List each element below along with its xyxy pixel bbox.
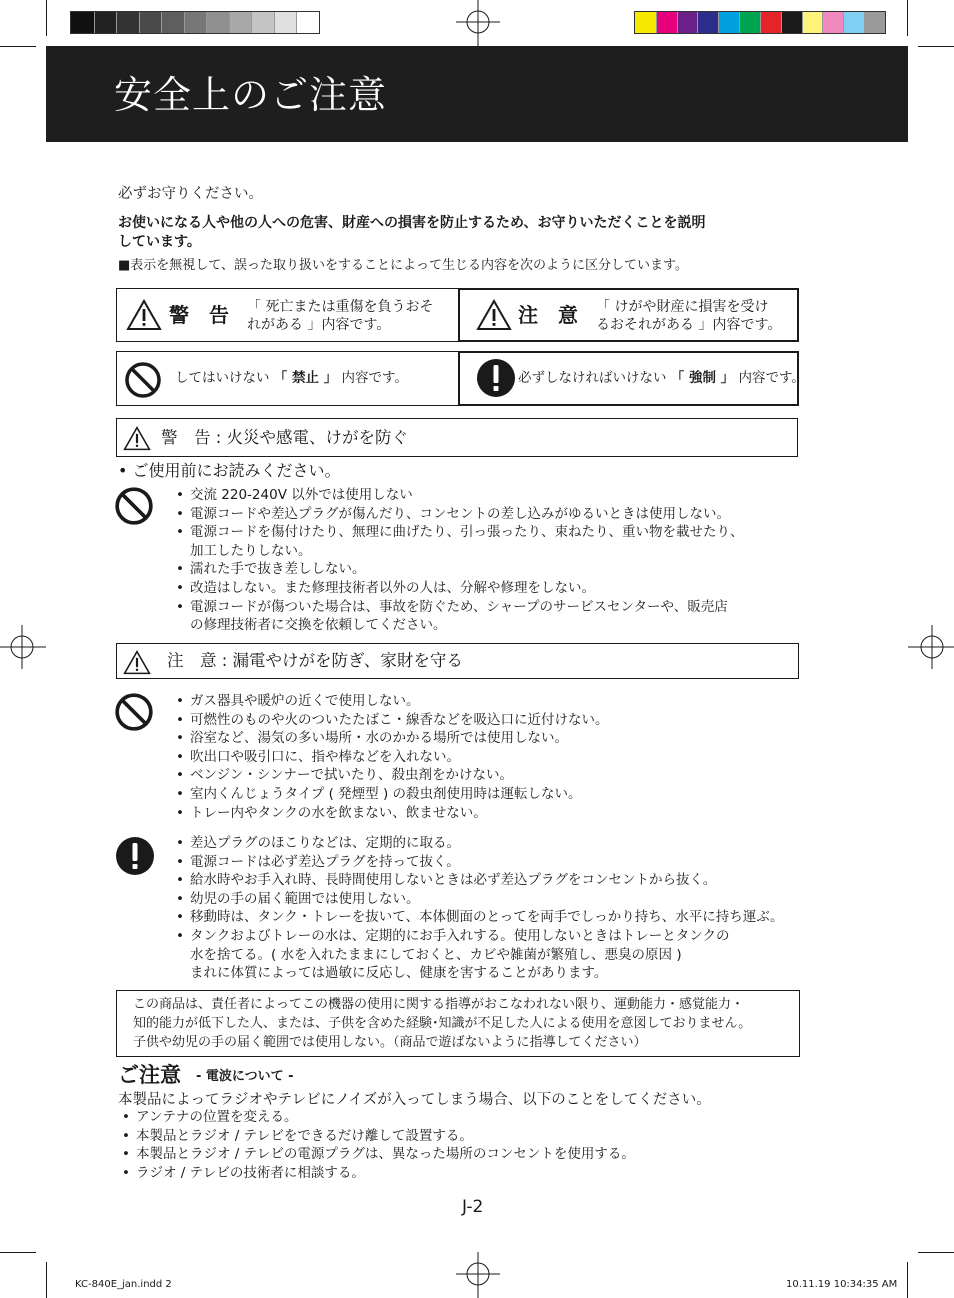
list-item: • タンクおよびトレーの水は、定期的にお手入れする。使用しないときはトレーとタンクの (176, 927, 783, 946)
list-item: • ベンジン・シンナーで拭いたり、殺虫剤をかけない。 (176, 766, 609, 785)
list-item: • 電源コードを傷付けたり、無理に曲げたり、引っ張ったり、束ねたり、重い物を載せたり、 (176, 523, 744, 542)
list-item: • 浴室など、湯気の多い場所・水のかかる場所では使用しない。 (176, 729, 609, 748)
list-item: • 給水時やお手入れ時、長時間使用しないときは必ず差込プラグをコンセントから抜く。 (176, 871, 783, 890)
warning-subheading: • ご使用前にお読みください。 (118, 461, 341, 480)
list-item: • トレー内やタンクの水を飲まない、飲ませない。 (176, 804, 609, 823)
list-item: • ラジオ / テレビの技術者に相談する。 (122, 1164, 635, 1183)
title-banner (46, 46, 908, 142)
caution-prohibited-list (176, 692, 609, 822)
list-item-continuation: 加工したりしない。 (190, 542, 312, 559)
list-item: • 移動時は、タンク・トレーを抜いて、本体側面のとってを両手でしっかり持ち、水平に持ち運ぶ。 (176, 908, 783, 927)
notice-line-2: 知的能力が低下した人、または、子供を含めた経験･知識が不足した人による使用を意図しておりません。 (133, 1016, 752, 1031)
process-color-bar (634, 11, 886, 34)
footer-timestamp: 10.11.19 10:34:35 AM (786, 1279, 898, 1290)
legend-mandatory-box (458, 351, 805, 406)
warning-triangle-icon (123, 426, 151, 451)
color-swatch (116, 12, 139, 33)
caution-section-heading: 注 意 : 漏電やけがを防ぎ、家財を守る (167, 651, 463, 670)
color-swatch (229, 12, 252, 33)
list-item: • 電源コードが傷ついた場合は、事故を防ぐため、シャープのサービスセンターや、販売店 (176, 598, 744, 617)
legend-mandatory-text (518, 369, 805, 387)
intro-line-2a: お使いになる人や他の人への危害、財産への損害を防止するため、お守りいただくことを説明 (118, 215, 706, 231)
list-item-continuation: まれに体質によっては過敏に反応し、健康を害することがあります。 (190, 965, 608, 982)
color-swatch (781, 12, 802, 33)
caution-section-header (116, 643, 799, 679)
warning-item-list (176, 486, 744, 635)
list-item: • 電源コードや差込プラグが傷んだり、コンセントの差し込みがゆるいときは使用しない。 (176, 505, 744, 524)
color-swatch (718, 12, 739, 33)
registration-target-top (456, 0, 500, 46)
list-item: • 交流 220-240V 以外では使用しない (176, 486, 744, 505)
list-item-continuation: 水を捨てる。( 水を入れたままにしておくと、カビや雑菌が繁殖し、悪臭の原因 ) (190, 946, 682, 963)
legend-prohibited-bold: 「 禁止 」 (273, 370, 338, 386)
list-item: • 本製品とラジオ / テレビをできるだけ離して設置する。 (122, 1127, 635, 1146)
warning-section-heading: 警 告 : 火災や感電、けがを防ぐ (161, 428, 409, 447)
registration-target-left (0, 625, 46, 669)
list-item-continuation: の修理技術者に交換を依頼してください。 (190, 617, 447, 634)
caution-triangle-icon (123, 650, 151, 675)
color-swatch (274, 12, 297, 33)
list-item: • 室内くんじょうタイプ ( 発煙型 ) の殺虫剤使用時は運転しない。 (176, 785, 609, 804)
mandatory-exclamation-icon (476, 358, 516, 398)
color-swatch (697, 12, 718, 33)
warning-triangle-icon (126, 299, 162, 331)
color-swatch (161, 12, 184, 33)
intro-line-3: ■表示を無視して、誤った取り扱いをすることによって生じる内容を次のように区分しています。 (118, 258, 688, 273)
color-swatch (864, 12, 885, 33)
intro-line-1: 必ずお守りください。 (118, 186, 263, 202)
list-item: • 濡れた手で抜き差ししない。 (176, 560, 744, 579)
notice-line-3: 子供や幼児の手の届く範囲では使用しない。（商品で遊ばないように指導してください） (133, 1035, 647, 1050)
radio-notice-list (122, 1108, 635, 1182)
notice-box (116, 990, 800, 1057)
list-item: • 可燃性のものや火のついたたばこ・線香などを吸込口に近付けない。 (176, 711, 609, 730)
color-swatch (635, 12, 656, 33)
color-swatch (739, 12, 760, 33)
legend-caution-desc-2: るおそれがある 」内容です。 (596, 317, 782, 333)
color-swatch (677, 12, 698, 33)
color-swatch (94, 12, 117, 33)
prohibited-icon (114, 486, 154, 526)
color-swatch (822, 12, 843, 33)
prohibited-icon (114, 692, 154, 732)
caution-triangle-icon (476, 299, 512, 331)
color-swatch (656, 12, 677, 33)
page-number: J-2 (462, 1197, 484, 1217)
list-item: • 本製品とラジオ / テレビの電源プラグは、異なった場所のコンセントを使用する。 (122, 1145, 635, 1164)
list-item: • 差込プラグのほこりなどは、定期的に取る。 (176, 834, 783, 853)
registration-target-bottom (456, 1252, 500, 1298)
page-title: 安全上のご注意 (114, 73, 388, 117)
caution-mandatory-list (176, 834, 783, 983)
list-item: • 吹出口や吸引口に、指や棒などを入れない。 (176, 748, 609, 767)
radio-notice-subtitle: - 電波について - (196, 1069, 294, 1084)
legend-prohibited-post: 内容です。 (337, 370, 408, 386)
legend-warning-box (116, 288, 459, 342)
list-item: • 改造はしない。また修理技術者以外の人は、分解や修理をしない。 (176, 579, 744, 598)
list-item: • 幼児の手の届く範囲では使用しない。 (176, 890, 783, 909)
radio-notice-title: ご注意 (118, 1063, 181, 1087)
color-swatch (802, 12, 823, 33)
footer-file-name: KC-840E_jan.indd 2 (75, 1279, 172, 1290)
grayscale-color-bar (70, 11, 320, 34)
warning-section-header (116, 418, 798, 457)
legend-prohibited-box (116, 351, 459, 406)
legend-caution-box (458, 288, 799, 342)
legend-mandatory-post: 内容です。 (734, 370, 805, 386)
color-swatch (184, 12, 207, 33)
notice-line-1: この商品は、責任者によってこの機器の使用に関する指導がおこなわれない限り、運動能力・感覚能力・ (133, 997, 745, 1012)
legend-caution-desc-1: 「 けがや財産に損害を受け (596, 299, 769, 315)
legend-caution-label: 注 意 (518, 303, 578, 327)
legend-prohibited-text (175, 369, 408, 387)
legend-warning-desc-1: 「 死亡または重傷を負うおそ (247, 299, 434, 315)
mandatory-exclamation-icon (115, 836, 155, 876)
color-swatch (206, 12, 229, 33)
color-swatch (251, 12, 274, 33)
color-swatch (760, 12, 781, 33)
color-swatch (71, 12, 94, 33)
list-item: • アンテナの位置を変える。 (122, 1108, 635, 1127)
prohibited-icon (124, 361, 162, 399)
color-swatch (843, 12, 864, 33)
registration-target-right (908, 625, 954, 669)
radio-notice-intro: 本製品によってラジオやテレビにノイズが入ってしまう場合、以下のことをしてください。 (118, 1092, 711, 1108)
legend-prohibited-pre: してはいけない (175, 370, 274, 386)
color-swatch (139, 12, 162, 33)
intro-line-2b: しています。 (118, 234, 201, 250)
list-item: • ガス器具や暖炉の近くで使用しない。 (176, 692, 609, 711)
legend-mandatory-bold: 「 強制 」 (670, 370, 735, 386)
list-item: • 電源コードは必ず差込プラグを持って抜く。 (176, 853, 783, 872)
legend-warning-desc-2: れがある 」内容です。 (247, 317, 391, 333)
color-swatch (296, 12, 319, 33)
legend-warning-label: 警 告 (169, 303, 229, 327)
legend-mandatory-pre: 必ずしなければいけない (518, 370, 671, 386)
